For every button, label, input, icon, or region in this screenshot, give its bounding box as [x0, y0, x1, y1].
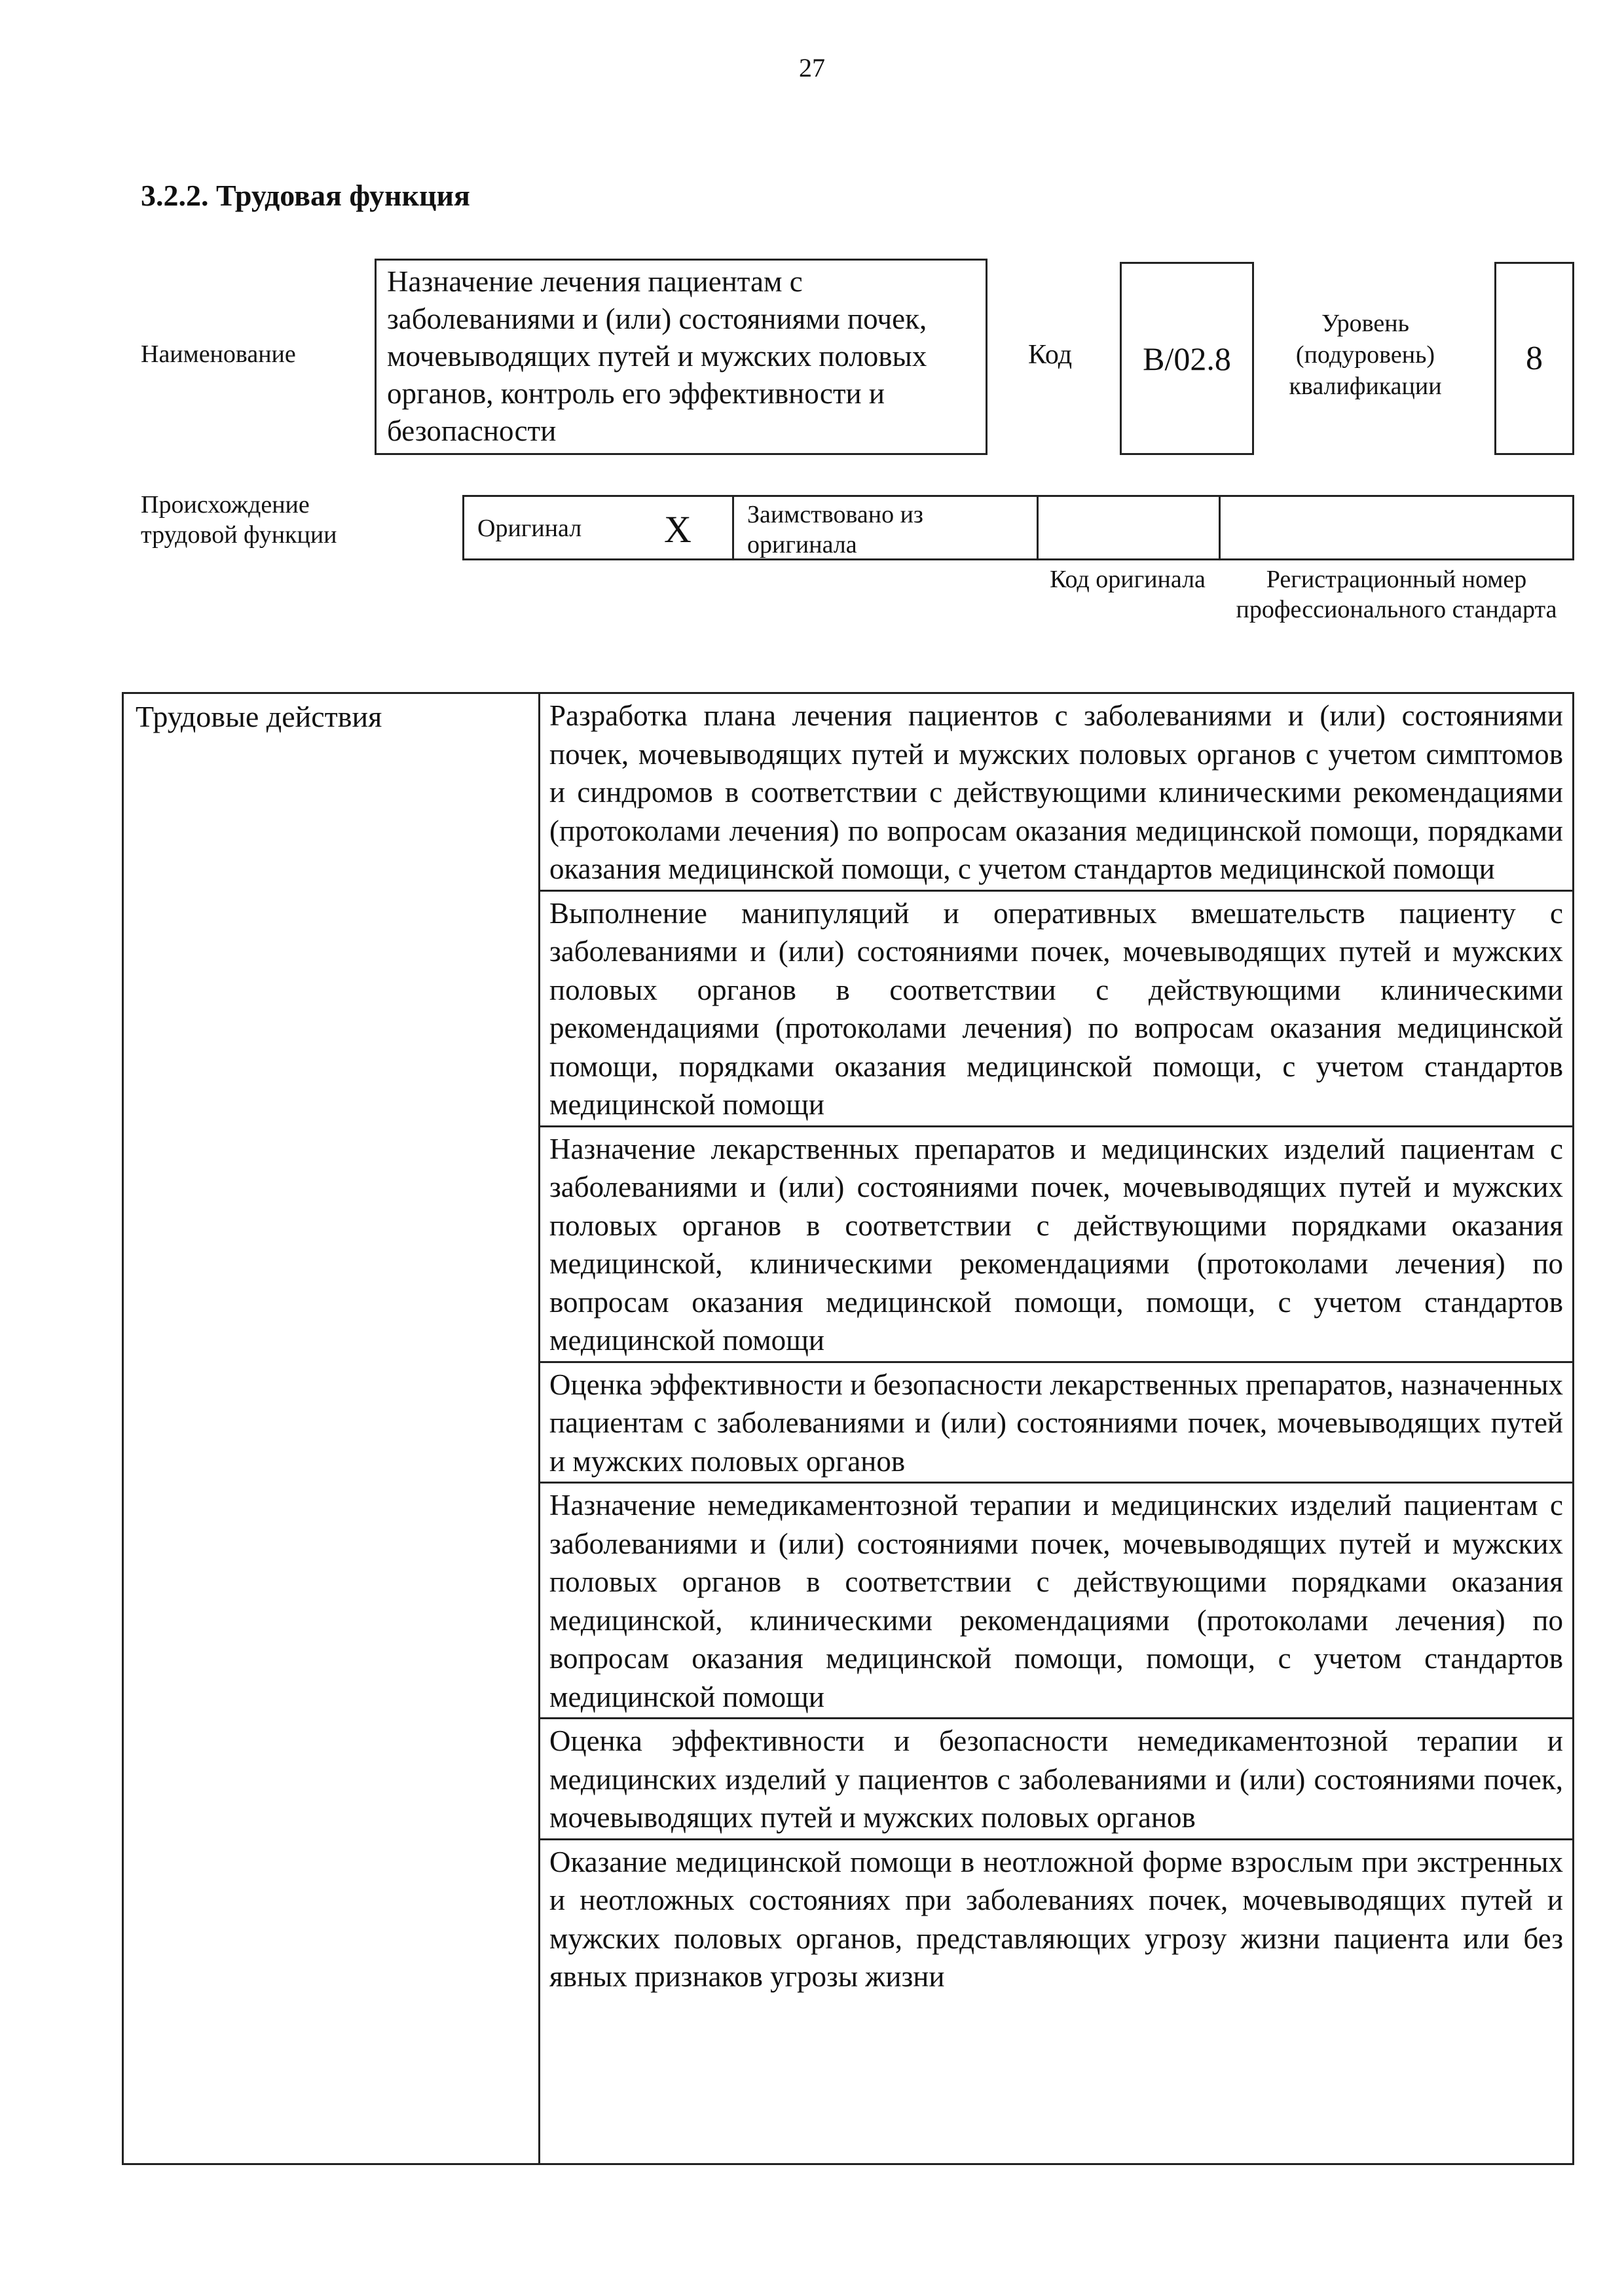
origin-label: Происхождение трудовой функции: [141, 491, 337, 549]
labor-action-item: Назначение лекарственных препаратов и медицинских изделий пациентам с заболеваниями и (или) состояниями почек, мочевыводящих путей и мужских половых органов в соответствии с действующими порядками оказания медицинской, клиническими рекомендациями (протоколами лечения) по вопросам оказания медицинской помощи, помощи, с учетом стандартов медицинской помощи: [540, 1127, 1572, 1363]
naming-label: Наименование: [141, 340, 296, 368]
code-original-caption: Код оригинала: [1050, 566, 1206, 593]
original-label: Оригинал: [477, 515, 582, 542]
code-box: [1120, 262, 1254, 455]
labor-action-item: Выполнение манипуляций и оперативных вмешательств пациенту с заболеваниями и (или) состояниями почек, мочевыводящих путей и мужских половых органов в соответствии с действующими клиническими рекомендациями (протоколами лечения) по вопросам оказания медицинской помощи, порядками оказания медицинской помощи, с учетом стандартов медицинской помощи: [540, 892, 1572, 1127]
level-value: 8: [1526, 340, 1543, 377]
function-name-box: [375, 259, 987, 455]
labor-action-item: Оказание медицинской помощи в неотложной форме взрослым при экстренных и неотложных состояниях при заболеваниях почек, мочевыводящих путей и мужских половых органов, представляющих угрозу жизни пациента или без явных признаков угрозы жизни: [549, 1845, 1563, 1993]
borrowed-label: Заимствовано из оригинала: [747, 501, 923, 558]
labor-action-item: Оценка эффективности и безопасности немедикаментозной терапии и медицинских изделий у пациентов с заболеваниями и (или) состояниями почек, мочевыводящих путей и мужских половых органов: [540, 1719, 1572, 1840]
page-number: 27: [799, 53, 825, 82]
borrowed-cell: [734, 497, 1039, 558]
reg-number-cell: [1221, 497, 1572, 558]
function-name-text: Назначение лечения пациентам с заболеваниями и (или) состояниями почек, мочевыводящих путей и мужских половых органов, контроль его эффективности и безопасности: [387, 265, 927, 447]
original-cell: [464, 497, 734, 558]
reg-number-caption: Регистрационный номер профессионального стандарта: [1236, 566, 1557, 623]
code-original-cell: [1039, 497, 1221, 558]
section-title: 3.2.2. Трудовая функция: [141, 179, 470, 212]
code-label: Код: [1028, 340, 1073, 370]
code-value: B/02.8: [1143, 340, 1231, 377]
original-mark: X: [664, 508, 692, 551]
labor-actions-label-cell: [124, 694, 540, 2163]
labor-action-item: Назначение немедикаментозной терапии и медицинских изделий пациентам с заболеваниями и (или) состояниями почек, мочевыводящих путей и мужских половых органов в соответствии с действующими порядками оказания медицинской, клиническими рекомендациями (протоколами лечения) по вопросам оказания медицинской помощи, помощи, с учетом стандартов медицинской помощи: [540, 1484, 1572, 1719]
labor-actions-label: Трудовые действия: [136, 700, 382, 733]
qualification-level-label: Уровень (подуровень) квалификации: [1289, 310, 1442, 400]
labor-action-item: Разработка плана лечения пациентов с заболеваниями и (или) состояниями почек, мочевыводящих путей и мужских половых органов с учетом симптомов и синдромов в соответствии с действующими клиническими рекомендациями (протоколами лечения) по вопросам оказания медицинской помощи, порядками оказания медицинской помощи, с учетом стандартов медицинской помощи: [540, 694, 1572, 892]
labor-action-item: Оценка эффективности и безопасности лекарственных препаратов, назначенных пациентам с заболеваниями и (или) состояниями почек, мочевыводящих путей и мужских половых органов: [540, 1363, 1572, 1484]
labor-actions-list: [540, 694, 1572, 2163]
labor-actions-table: [122, 692, 1574, 2165]
level-box: [1494, 262, 1574, 455]
origin-table: [462, 495, 1574, 560]
